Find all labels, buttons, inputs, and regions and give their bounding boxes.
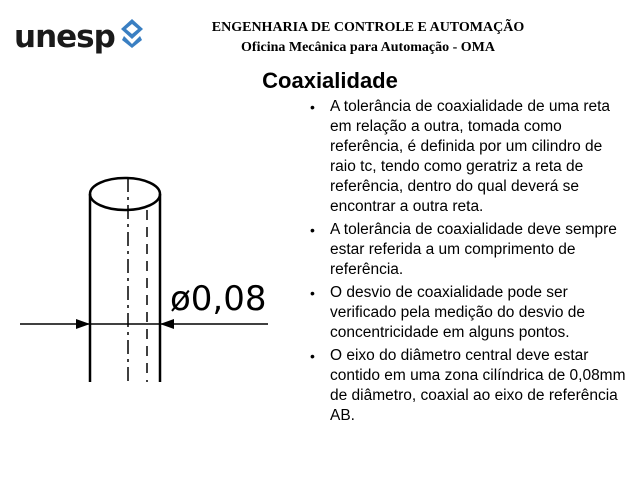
unesp-logo bbox=[14, 18, 144, 58]
bullet-item: • A tolerância de coaxialidade deve sempre estar referida a um comprimento de referência. bbox=[310, 221, 617, 278]
bullet-item: • A tolerância de coaxialidade de uma reta em relação a outra, tomada como referência, é definida por um cilindro de raio tc, tendo como geratriz a reta de referência, dentro do qual deverá se encontrar a outra reta. bbox=[310, 98, 611, 215]
logo-text: unesp bbox=[14, 19, 115, 55]
tolerance-label: ø0,08 bbox=[170, 279, 267, 319]
bullet-icon: • bbox=[310, 348, 315, 364]
header-subtitle: Oficina Mecânica para Automação - OMA bbox=[241, 40, 495, 55]
bullet-list bbox=[306, 97, 632, 429]
bullet-icon: • bbox=[310, 285, 315, 301]
bullet-item: • O eixo do diâmetro central deve estar contido em uma zona cilíndrica de 0,08mm de diâmetro, coaxial ao eixo de referência AB. bbox=[310, 347, 626, 424]
bullet-item: • O desvio de coaxialidade pode ser verificado pela medição do desvio de concentricidade em alguns pontos. bbox=[310, 284, 586, 341]
bullet-icon: • bbox=[310, 222, 315, 238]
header-course: ENGENHARIA DE CONTROLE E AUTOMAÇÃO bbox=[211, 20, 525, 35]
bullet-icon: • bbox=[310, 99, 315, 115]
coaxiality-cylinder-figure bbox=[20, 170, 280, 390]
slide-title: Coaxialidade bbox=[262, 68, 398, 93]
logo-mark-icon bbox=[118, 18, 146, 48]
